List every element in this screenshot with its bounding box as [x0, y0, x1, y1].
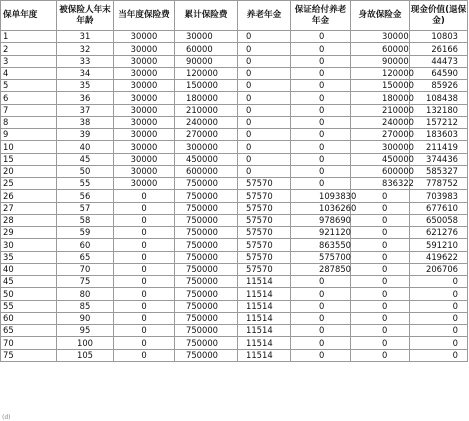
cell-annual-premium: 30000 [114, 165, 175, 177]
cell-annual-premium: 30000 [114, 104, 175, 116]
cell-policy-year: 60 [1, 312, 57, 324]
table-row [1, 104, 468, 116]
cell-annual-premium: 0 [114, 239, 175, 251]
table-row [1, 300, 468, 312]
cell-death-benefit: 600000 [351, 165, 410, 177]
cell-annual-premium: 30000 [114, 129, 175, 141]
cell-cumulative-premium: 750000 [175, 239, 238, 251]
cell-death-benefit: 90000 [351, 55, 410, 67]
cell-policy-year: 5 [1, 80, 57, 92]
cell-pension-annuity: 11514 [238, 325, 291, 337]
cell-cash-value: 44473 [410, 55, 468, 67]
table-row [1, 312, 468, 324]
cell-annual-premium: 0 [114, 337, 175, 349]
cell-cumulative-premium: 30000 [175, 31, 238, 43]
cell-pension-annuity: 0 [238, 153, 291, 165]
cell-guaranteed-annuity: 863550 [291, 239, 351, 251]
cell-guaranteed-annuity: 0 [291, 92, 351, 104]
cell-pension-annuity: 0 [238, 141, 291, 153]
cell-pension-annuity: 0 [238, 104, 291, 116]
cell-death-benefit: 0 [351, 263, 410, 275]
cell-policy-year: 40 [1, 263, 57, 275]
cell-insured-age: 90 [57, 312, 114, 324]
cell-cash-value: 64590 [410, 67, 468, 79]
cell-annual-premium: 0 [114, 288, 175, 300]
table-row [1, 43, 468, 55]
header-death-benefit: 身故保险金 [351, 1, 410, 31]
cell-cash-value: 183603 [410, 129, 468, 141]
cell-pension-annuity: 0 [238, 31, 291, 43]
cell-pension-annuity: 57570 [238, 227, 291, 239]
cell-cumulative-premium: 750000 [175, 300, 238, 312]
cell-death-benefit: 0 [351, 239, 410, 251]
cell-policy-year: 65 [1, 325, 57, 337]
cell-cash-value: 206706 [410, 263, 468, 275]
table-row [1, 337, 468, 349]
cell-pension-annuity: 0 [238, 80, 291, 92]
cell-cash-value: 0 [410, 337, 468, 349]
table-row [1, 190, 468, 202]
cell-death-benefit: 150000 [351, 80, 410, 92]
table-row [1, 153, 468, 165]
cell-annual-premium: 30000 [114, 43, 175, 55]
table-row [1, 67, 468, 79]
header-policy-year: 保单年度 [1, 1, 57, 31]
cell-guaranteed-annuity: 0 [291, 31, 351, 43]
cell-insured-age: 56 [57, 190, 114, 202]
cell-death-benefit: 270000 [351, 129, 410, 141]
cell-policy-year: 35 [1, 251, 57, 263]
cell-guaranteed-annuity: 978690 [291, 214, 351, 226]
cell-insured-age: 38 [57, 116, 114, 128]
cell-guaranteed-annuity: 0 [291, 141, 351, 153]
cell-policy-year: 50 [1, 288, 57, 300]
cell-pension-annuity: 57570 [238, 263, 291, 275]
cell-pension-annuity: 11514 [238, 300, 291, 312]
cell-policy-year: 27 [1, 202, 57, 214]
cell-death-benefit: 210000 [351, 104, 410, 116]
table-row [1, 31, 468, 43]
table-row [1, 288, 468, 300]
cell-pension-annuity: 0 [238, 129, 291, 141]
cell-insured-age: 33 [57, 55, 114, 67]
table-row [1, 129, 468, 141]
table-row [1, 276, 468, 288]
cell-annual-premium: 0 [114, 251, 175, 263]
cell-policy-year: 30 [1, 239, 57, 251]
cell-death-benefit: 0 [351, 190, 410, 202]
cell-cumulative-premium: 150000 [175, 80, 238, 92]
cell-policy-year: 9 [1, 129, 57, 141]
cell-cumulative-premium: 750000 [175, 263, 238, 275]
table-row [1, 80, 468, 92]
cell-insured-age: 40 [57, 141, 114, 153]
cell-insured-age: 75 [57, 276, 114, 288]
cell-cash-value: 0 [410, 288, 468, 300]
cell-annual-premium: 0 [114, 349, 175, 361]
table-body [1, 31, 468, 362]
footer-mark: (d) [2, 414, 11, 421]
cell-annual-premium: 30000 [114, 31, 175, 43]
cell-policy-year: 2 [1, 43, 57, 55]
cell-cash-value: 132180 [410, 104, 468, 116]
cell-policy-year: 15 [1, 153, 57, 165]
cell-cumulative-premium: 750000 [175, 288, 238, 300]
cell-cash-value: 585327 [410, 165, 468, 177]
cell-death-benefit: 0 [351, 337, 410, 349]
cell-cash-value: 650058 [410, 214, 468, 226]
cell-guaranteed-annuity: 0 [291, 55, 351, 67]
cell-pension-annuity: 11514 [238, 288, 291, 300]
cell-cumulative-premium: 750000 [175, 251, 238, 263]
header-cumulative-premium: 累计保险费 [175, 1, 238, 31]
cell-annual-premium: 0 [114, 214, 175, 226]
cell-insured-age: 37 [57, 104, 114, 116]
cell-pension-annuity: 11514 [238, 349, 291, 361]
cell-death-benefit: 0 [351, 202, 410, 214]
cell-guaranteed-annuity: 0 [291, 67, 351, 79]
cell-death-benefit: 0 [351, 312, 410, 324]
cell-death-benefit: 180000 [351, 92, 410, 104]
cell-cumulative-premium: 600000 [175, 165, 238, 177]
cell-insured-age: 85 [57, 300, 114, 312]
cell-death-benefit: 0 [351, 349, 410, 361]
cell-pension-annuity: 57570 [238, 178, 291, 190]
table-row [1, 227, 468, 239]
header-guaranteed-annuity: 保证给付养老年金 [291, 1, 351, 31]
cell-cash-value: 419622 [410, 251, 468, 263]
cell-policy-year: 1 [1, 31, 57, 43]
cell-cumulative-premium: 750000 [175, 276, 238, 288]
cell-cumulative-premium: 750000 [175, 227, 238, 239]
header-pension-annuity: 养老年金 [238, 1, 291, 31]
cell-cash-value: 157212 [410, 116, 468, 128]
cell-annual-premium: 0 [114, 325, 175, 337]
cell-guaranteed-annuity: 0 [291, 300, 351, 312]
cell-annual-premium: 0 [114, 300, 175, 312]
cell-policy-year: 3 [1, 55, 57, 67]
cell-guaranteed-annuity: 0 [291, 312, 351, 324]
table-row [1, 251, 468, 263]
cell-cash-value: 85926 [410, 80, 468, 92]
table-row [1, 116, 468, 128]
cell-guaranteed-annuity: 0 [291, 43, 351, 55]
cell-policy-year: 6 [1, 92, 57, 104]
table-row [1, 214, 468, 226]
cell-guaranteed-annuity: 0 [291, 349, 351, 361]
cell-death-benefit: 0 [351, 251, 410, 263]
table-header-row [1, 1, 468, 31]
cell-death-benefit: 300000 [351, 141, 410, 153]
cell-policy-year: 8 [1, 116, 57, 128]
cell-guaranteed-annuity: 287850 [291, 263, 351, 275]
cell-death-benefit: 240000 [351, 116, 410, 128]
cell-pension-annuity: 57570 [238, 202, 291, 214]
cell-policy-year: 45 [1, 276, 57, 288]
cell-pension-annuity: 11514 [238, 312, 291, 324]
cell-cumulative-premium: 210000 [175, 104, 238, 116]
cell-death-benefit: 30000 [351, 31, 410, 43]
cell-policy-year: 28 [1, 214, 57, 226]
header-cash-value: 现金价值(退保金) [410, 1, 468, 31]
cell-cash-value: 0 [410, 276, 468, 288]
cell-pension-annuity: 0 [238, 92, 291, 104]
cell-cash-value: 10803 [410, 31, 468, 43]
cell-cash-value: 108438 [410, 92, 468, 104]
cell-pension-annuity: 0 [238, 116, 291, 128]
cell-death-benefit: 120000 [351, 67, 410, 79]
cell-pension-annuity: 57570 [238, 239, 291, 251]
cell-cumulative-premium: 750000 [175, 190, 238, 202]
cell-guaranteed-annuity: 0 [291, 116, 351, 128]
cell-insured-age: 80 [57, 288, 114, 300]
cell-policy-year: 4 [1, 67, 57, 79]
cell-annual-premium: 30000 [114, 116, 175, 128]
cell-death-benefit: 0 [351, 214, 410, 226]
header-insured-age: 被保险人年末年龄 [57, 1, 114, 31]
cell-insured-age: 100 [57, 337, 114, 349]
cell-cumulative-premium: 270000 [175, 129, 238, 141]
cell-guaranteed-annuity: 0 [291, 165, 351, 177]
cell-cumulative-premium: 120000 [175, 67, 238, 79]
cell-insured-age: 31 [57, 31, 114, 43]
cell-cumulative-premium: 300000 [175, 141, 238, 153]
cell-policy-year: 26 [1, 190, 57, 202]
cell-guaranteed-annuity: 1036260 [291, 202, 351, 214]
cell-cumulative-premium: 750000 [175, 178, 238, 190]
cell-cash-value: 0 [410, 349, 468, 361]
cell-cash-value: 211419 [410, 141, 468, 153]
cell-pension-annuity: 11514 [238, 276, 291, 288]
cell-policy-year: 29 [1, 227, 57, 239]
cell-annual-premium: 30000 [114, 55, 175, 67]
cell-guaranteed-annuity: 1093830 [291, 190, 351, 202]
cell-annual-premium: 30000 [114, 178, 175, 190]
cell-annual-premium: 30000 [114, 80, 175, 92]
cell-guaranteed-annuity: 575700 [291, 251, 351, 263]
table-row [1, 349, 468, 361]
cell-guaranteed-annuity: 0 [291, 178, 351, 190]
table-row [1, 141, 468, 153]
cell-guaranteed-annuity: 921120 [291, 227, 351, 239]
cell-death-benefit: 0 [351, 276, 410, 288]
cell-pension-annuity: 0 [238, 43, 291, 55]
cell-annual-premium: 0 [114, 263, 175, 275]
cell-cash-value: 26166 [410, 43, 468, 55]
cell-cumulative-premium: 750000 [175, 349, 238, 361]
cell-annual-premium: 0 [114, 190, 175, 202]
cell-policy-year: 55 [1, 300, 57, 312]
cell-cumulative-premium: 90000 [175, 55, 238, 67]
cell-pension-annuity: 11514 [238, 337, 291, 349]
cell-annual-premium: 30000 [114, 141, 175, 153]
cell-death-benefit: 0 [351, 300, 410, 312]
cell-policy-year: 10 [1, 141, 57, 153]
cell-cumulative-premium: 750000 [175, 325, 238, 337]
table-row [1, 263, 468, 275]
cell-insured-age: 55 [57, 178, 114, 190]
cell-cash-value: 0 [410, 312, 468, 324]
cell-death-benefit: 450000 [351, 153, 410, 165]
cell-cash-value: 677610 [410, 202, 468, 214]
cell-insured-age: 58 [57, 214, 114, 226]
cell-guaranteed-annuity: 0 [291, 325, 351, 337]
cell-insured-age: 34 [57, 67, 114, 79]
cell-cash-value: 621276 [410, 227, 468, 239]
cell-guaranteed-annuity: 0 [291, 129, 351, 141]
cell-insured-age: 105 [57, 349, 114, 361]
cell-annual-premium: 30000 [114, 92, 175, 104]
cell-insured-age: 95 [57, 325, 114, 337]
cell-insured-age: 35 [57, 80, 114, 92]
cell-insured-age: 70 [57, 263, 114, 275]
cell-insured-age: 45 [57, 153, 114, 165]
cell-annual-premium: 30000 [114, 67, 175, 79]
cell-death-benefit: 60000 [351, 43, 410, 55]
cell-annual-premium: 0 [114, 202, 175, 214]
table-row [1, 165, 468, 177]
cell-guaranteed-annuity: 0 [291, 104, 351, 116]
cell-cumulative-premium: 750000 [175, 214, 238, 226]
cell-insured-age: 60 [57, 239, 114, 251]
cell-guaranteed-annuity: 0 [291, 153, 351, 165]
cell-policy-year: 25 [1, 178, 57, 190]
cell-annual-premium: 0 [114, 276, 175, 288]
cell-annual-premium: 0 [114, 227, 175, 239]
cell-pension-annuity: 57570 [238, 251, 291, 263]
cell-pension-annuity: 0 [238, 55, 291, 67]
cell-cumulative-premium: 750000 [175, 202, 238, 214]
cell-cash-value: 0 [410, 300, 468, 312]
cell-death-benefit: 0 [351, 288, 410, 300]
table-row [1, 92, 468, 104]
table-row [1, 239, 468, 251]
cell-cash-value: 0 [410, 325, 468, 337]
cell-annual-premium: 30000 [114, 153, 175, 165]
cell-cumulative-premium: 180000 [175, 92, 238, 104]
cell-policy-year: 7 [1, 104, 57, 116]
cell-policy-year: 75 [1, 349, 57, 361]
cell-cumulative-premium: 240000 [175, 116, 238, 128]
cell-insured-age: 65 [57, 251, 114, 263]
table-row [1, 325, 468, 337]
cell-policy-year: 20 [1, 165, 57, 177]
cell-death-benefit: 0 [351, 325, 410, 337]
cell-cumulative-premium: 750000 [175, 337, 238, 349]
cell-pension-annuity: 0 [238, 67, 291, 79]
cell-death-benefit: 836322 [351, 178, 410, 190]
header-annual-premium: 当年度保险费 [114, 1, 175, 31]
cell-cash-value: 591210 [410, 239, 468, 251]
table-row [1, 178, 468, 190]
cell-guaranteed-annuity: 0 [291, 80, 351, 92]
cell-guaranteed-annuity: 0 [291, 337, 351, 349]
cell-cumulative-premium: 60000 [175, 43, 238, 55]
cell-insured-age: 39 [57, 129, 114, 141]
table-row [1, 202, 468, 214]
cell-pension-annuity: 57570 [238, 214, 291, 226]
cell-guaranteed-annuity: 0 [291, 288, 351, 300]
cell-annual-premium: 0 [114, 312, 175, 324]
cell-cash-value: 703983 [410, 190, 468, 202]
cell-pension-annuity: 57570 [238, 190, 291, 202]
cell-cumulative-premium: 750000 [175, 312, 238, 324]
cell-insured-age: 50 [57, 165, 114, 177]
cell-cumulative-premium: 450000 [175, 153, 238, 165]
cell-insured-age: 59 [57, 227, 114, 239]
cell-cash-value: 374436 [410, 153, 468, 165]
cell-policy-year: 70 [1, 337, 57, 349]
cell-cash-value: 778752 [410, 178, 468, 190]
cell-guaranteed-annuity: 0 [291, 276, 351, 288]
table-row [1, 55, 468, 67]
cell-pension-annuity: 0 [238, 165, 291, 177]
cell-insured-age: 32 [57, 43, 114, 55]
cell-death-benefit: 0 [351, 227, 410, 239]
cell-insured-age: 57 [57, 202, 114, 214]
cell-insured-age: 36 [57, 92, 114, 104]
